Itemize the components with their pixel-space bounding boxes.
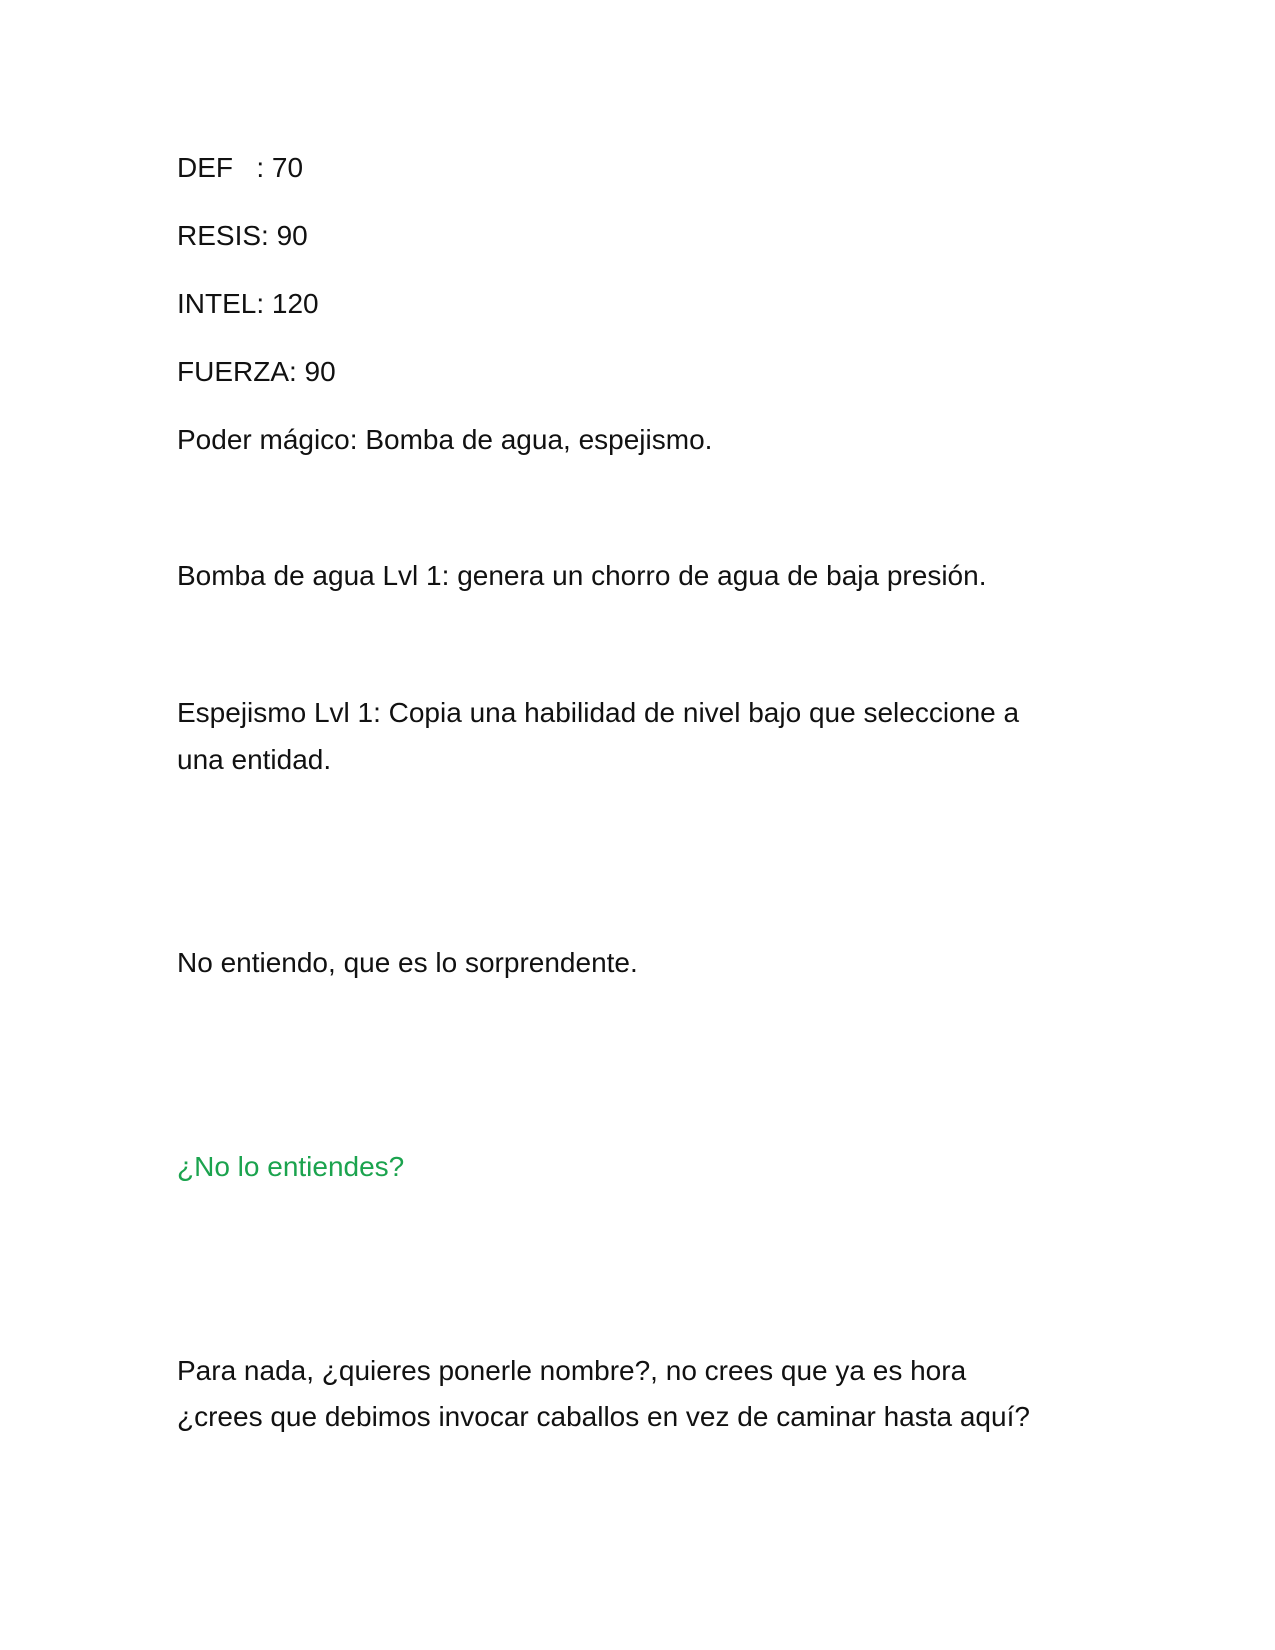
magic-power-line: Poder mágico: Bomba de agua, espejismo. xyxy=(177,424,713,455)
dialogue-paragraph-line-1: Para nada, ¿quieres ponerle nombre?, no crees que ya es hora xyxy=(177,1355,967,1386)
dialogue-paragraph-highlighted: ¿No lo entiendes? xyxy=(177,1151,405,1182)
stat-resis: RESIS: 90 xyxy=(177,220,308,251)
dialogue-paragraph: No entiendo, que es lo sorprendente. xyxy=(177,947,638,978)
dialogue-paragraph-line-2: ¿crees que debimos invocar caballos en vez de caminar hasta aquí? xyxy=(177,1401,1030,1432)
stat-fuerza: FUERZA: 90 xyxy=(177,356,336,387)
skill-espejismo-line-2: una entidad. xyxy=(177,744,332,775)
skill-bomba-de-agua: Bomba de agua Lvl 1: genera un chorro de agua de baja presión. xyxy=(177,560,987,591)
stat-def: DEF : 70 xyxy=(177,152,304,183)
stat-intel: INTEL: 120 xyxy=(177,288,319,319)
skill-espejismo-line-1: Espejismo Lvl 1: Copia una habilidad de nivel bajo que seleccione a xyxy=(177,697,1020,728)
